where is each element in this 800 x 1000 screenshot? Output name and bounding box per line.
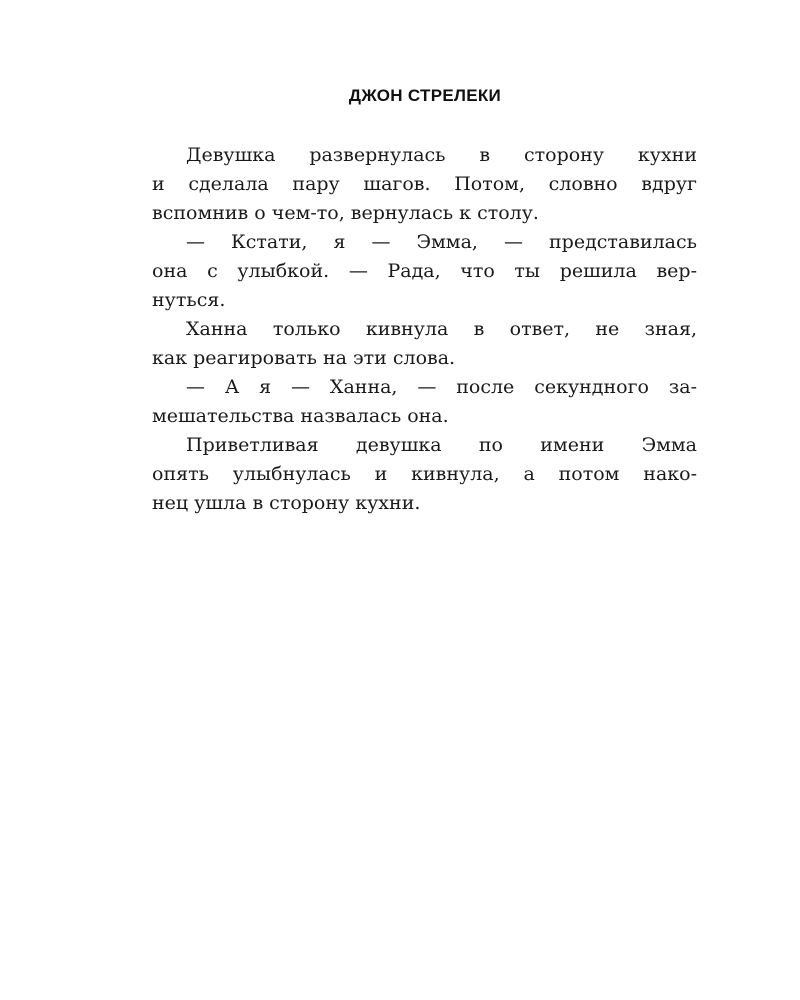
paragraph-5-line-2: опять улыбнулась и кивнула, а потом нако- [152, 463, 697, 485]
paragraph-2-line-2: она с улыбкой. — Рада, что ты решила вер- [152, 260, 697, 282]
paragraph-1-line-3: вспомнив о чем-то, вернулась к столу. [152, 202, 539, 224]
paragraph-3-line-1: Ханна только кивнула в ответ, не зная, [186, 318, 697, 340]
running-head-author: ДЖОН СТРЕЛЕКИ [348, 86, 502, 105]
paragraph-5-line-3: нец ушла в сторону кухни. [152, 492, 421, 514]
paragraph-4-line-1: — А я — Ханна, — после секундного за- [186, 376, 697, 398]
paragraph-2-line-1: — Кстати, я — Эмма, — представилась [186, 231, 697, 253]
paragraph-4-line-2: мешательства назвалась она. [152, 405, 449, 427]
paragraph-3-line-2: как реагировать на эти слова. [152, 347, 456, 369]
body-text [152, 141, 697, 518]
paragraph-1-line-2: и сделала пару шагов. Потом, словно вдруг [152, 173, 697, 195]
paragraph-5-line-1: Приветливая девушка по имени Эмма [186, 434, 697, 456]
paragraph-2-line-3: нуться. [152, 289, 226, 311]
paragraph-1-line-1: Девушка развернулась в сторону кухни [186, 144, 697, 166]
